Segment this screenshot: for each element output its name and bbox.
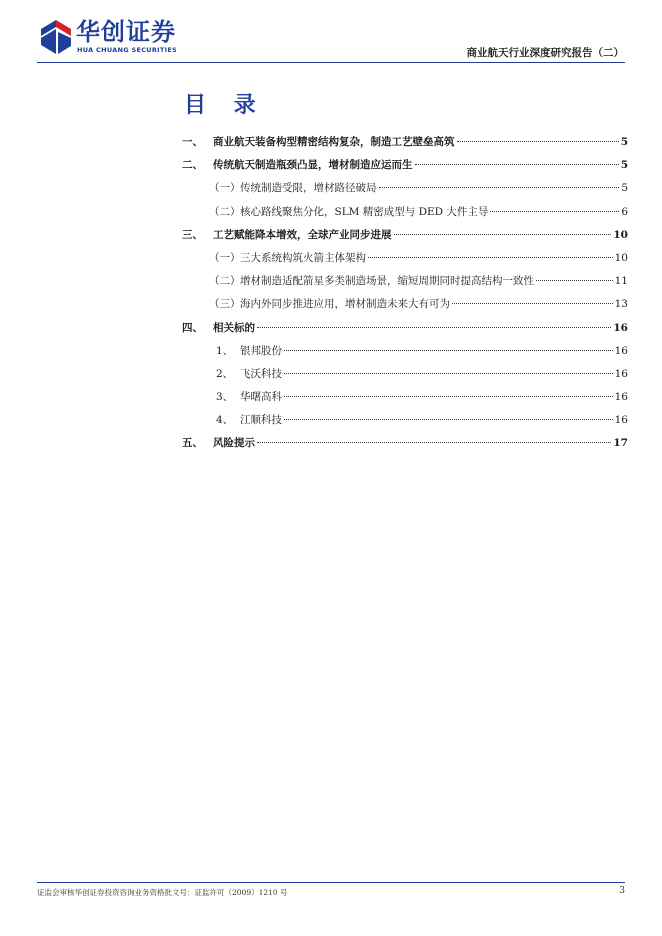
toc-entry-3-1[interactable]	[182, 250, 628, 273]
toc-page: 17	[613, 437, 628, 450]
toc-page: 5	[620, 159, 628, 172]
toc-entry-1[interactable]	[182, 134, 628, 157]
huachuang-logo-icon	[41, 20, 71, 54]
toc-number: （二）	[209, 205, 241, 218]
toc-page: 11	[614, 275, 628, 288]
table-of-contents	[182, 134, 628, 459]
toc-title: 风险提示	[213, 437, 255, 450]
toc-number: 一、	[182, 136, 203, 148]
dot-leader	[284, 350, 613, 351]
toc-title: 增材制造适配箭星多类制造场景，缩短周期同时提高结构一致性	[240, 275, 534, 288]
toc-number: 1、	[216, 344, 234, 357]
toc-page: 10	[614, 251, 628, 264]
toc-entry-4[interactable]	[182, 320, 628, 343]
toc-number: 四、	[182, 321, 203, 334]
toc-page: 16	[614, 344, 628, 357]
toc-entry-5[interactable]	[182, 435, 628, 458]
toc-title: 银邦股份	[240, 344, 282, 357]
toc-entry-4-2[interactable]	[182, 366, 628, 389]
page-number: 3	[619, 886, 625, 896]
toc-page: 6	[621, 205, 628, 218]
toc-page: 10	[613, 228, 628, 241]
dot-leader	[536, 280, 613, 281]
dot-leader	[394, 234, 612, 235]
toc-number: 二、	[182, 159, 203, 172]
toc-entry-4-4[interactable]	[182, 412, 628, 435]
toc-title: 华曙高科	[240, 391, 282, 404]
dot-leader	[368, 257, 613, 258]
header-divider	[37, 62, 625, 63]
toc-page: 5	[620, 136, 628, 148]
toc-page: 13	[614, 298, 628, 311]
toc-page: 16	[614, 391, 628, 404]
toc-entry-3-3[interactable]	[182, 296, 628, 319]
toc-title: 飞沃科技	[240, 367, 282, 380]
dot-leader	[257, 327, 611, 328]
toc-number: 3、	[216, 391, 234, 404]
toc-title: 核心路线聚焦分化，SLM 精密成型与 DED 大件主导	[240, 205, 489, 218]
toc-number: 五、	[182, 437, 203, 450]
toc-number: （二）	[209, 275, 241, 288]
toc-title: 三大系统构筑火箭主体架构	[240, 251, 366, 264]
toc-number: （三）	[209, 298, 241, 311]
brand-name-cn: 华创证券	[76, 18, 176, 46]
dot-leader	[257, 442, 611, 443]
dot-leader	[457, 141, 619, 142]
toc-page: 16	[614, 414, 628, 427]
toc-entry-2-1[interactable]	[182, 180, 628, 203]
brand-name-en: HUA CHUANG SECURITIES	[77, 46, 178, 54]
toc-entry-4-3[interactable]	[182, 389, 628, 412]
dot-leader	[284, 373, 613, 374]
toc-number: 三、	[182, 228, 203, 241]
toc-number: 4、	[216, 414, 234, 427]
toc-number: （一）	[209, 251, 241, 264]
toc-page: 16	[613, 321, 628, 334]
toc-number: 2、	[216, 367, 234, 380]
dot-leader	[379, 187, 620, 188]
toc-title: 商业航天装备构型精密结构复杂，制造工艺壁垒高筑	[213, 136, 455, 148]
toc-page: 16	[614, 367, 628, 380]
toc-heading: 目 录	[184, 92, 266, 118]
toc-entry-3[interactable]	[182, 227, 628, 250]
dot-leader	[415, 164, 619, 165]
page-header	[0, 0, 662, 66]
toc-entry-4-1[interactable]	[182, 343, 628, 366]
toc-entry-3-2[interactable]	[182, 273, 628, 296]
report-title: 商业航天行业深度研究报告（二）	[466, 47, 624, 59]
dot-leader	[284, 419, 613, 420]
toc-title: 江顺科技	[240, 414, 282, 427]
footer-divider	[37, 882, 625, 883]
toc-entry-2[interactable]	[182, 157, 628, 180]
dot-leader	[452, 303, 613, 304]
toc-page: 5	[621, 182, 628, 195]
toc-number: （一）	[209, 182, 241, 195]
dot-leader	[284, 396, 613, 397]
toc-entry-2-2[interactable]	[182, 204, 628, 227]
toc-title: 传统制造受限，增材路径破局	[240, 182, 377, 195]
toc-title: 海内外同步推进应用，增材制造未来大有可为	[240, 298, 450, 311]
toc-title: 传统航天制造瓶颈凸显，增材制造应运而生	[213, 159, 413, 172]
license-note: 证监会审核华创证券投资咨询业务资格批文号：证监许可（2009）1210 号	[37, 888, 288, 897]
toc-title: 相关标的	[213, 321, 255, 334]
dot-leader	[490, 211, 619, 212]
toc-title: 工艺赋能降本增效，全球产业同步进展	[213, 228, 392, 241]
